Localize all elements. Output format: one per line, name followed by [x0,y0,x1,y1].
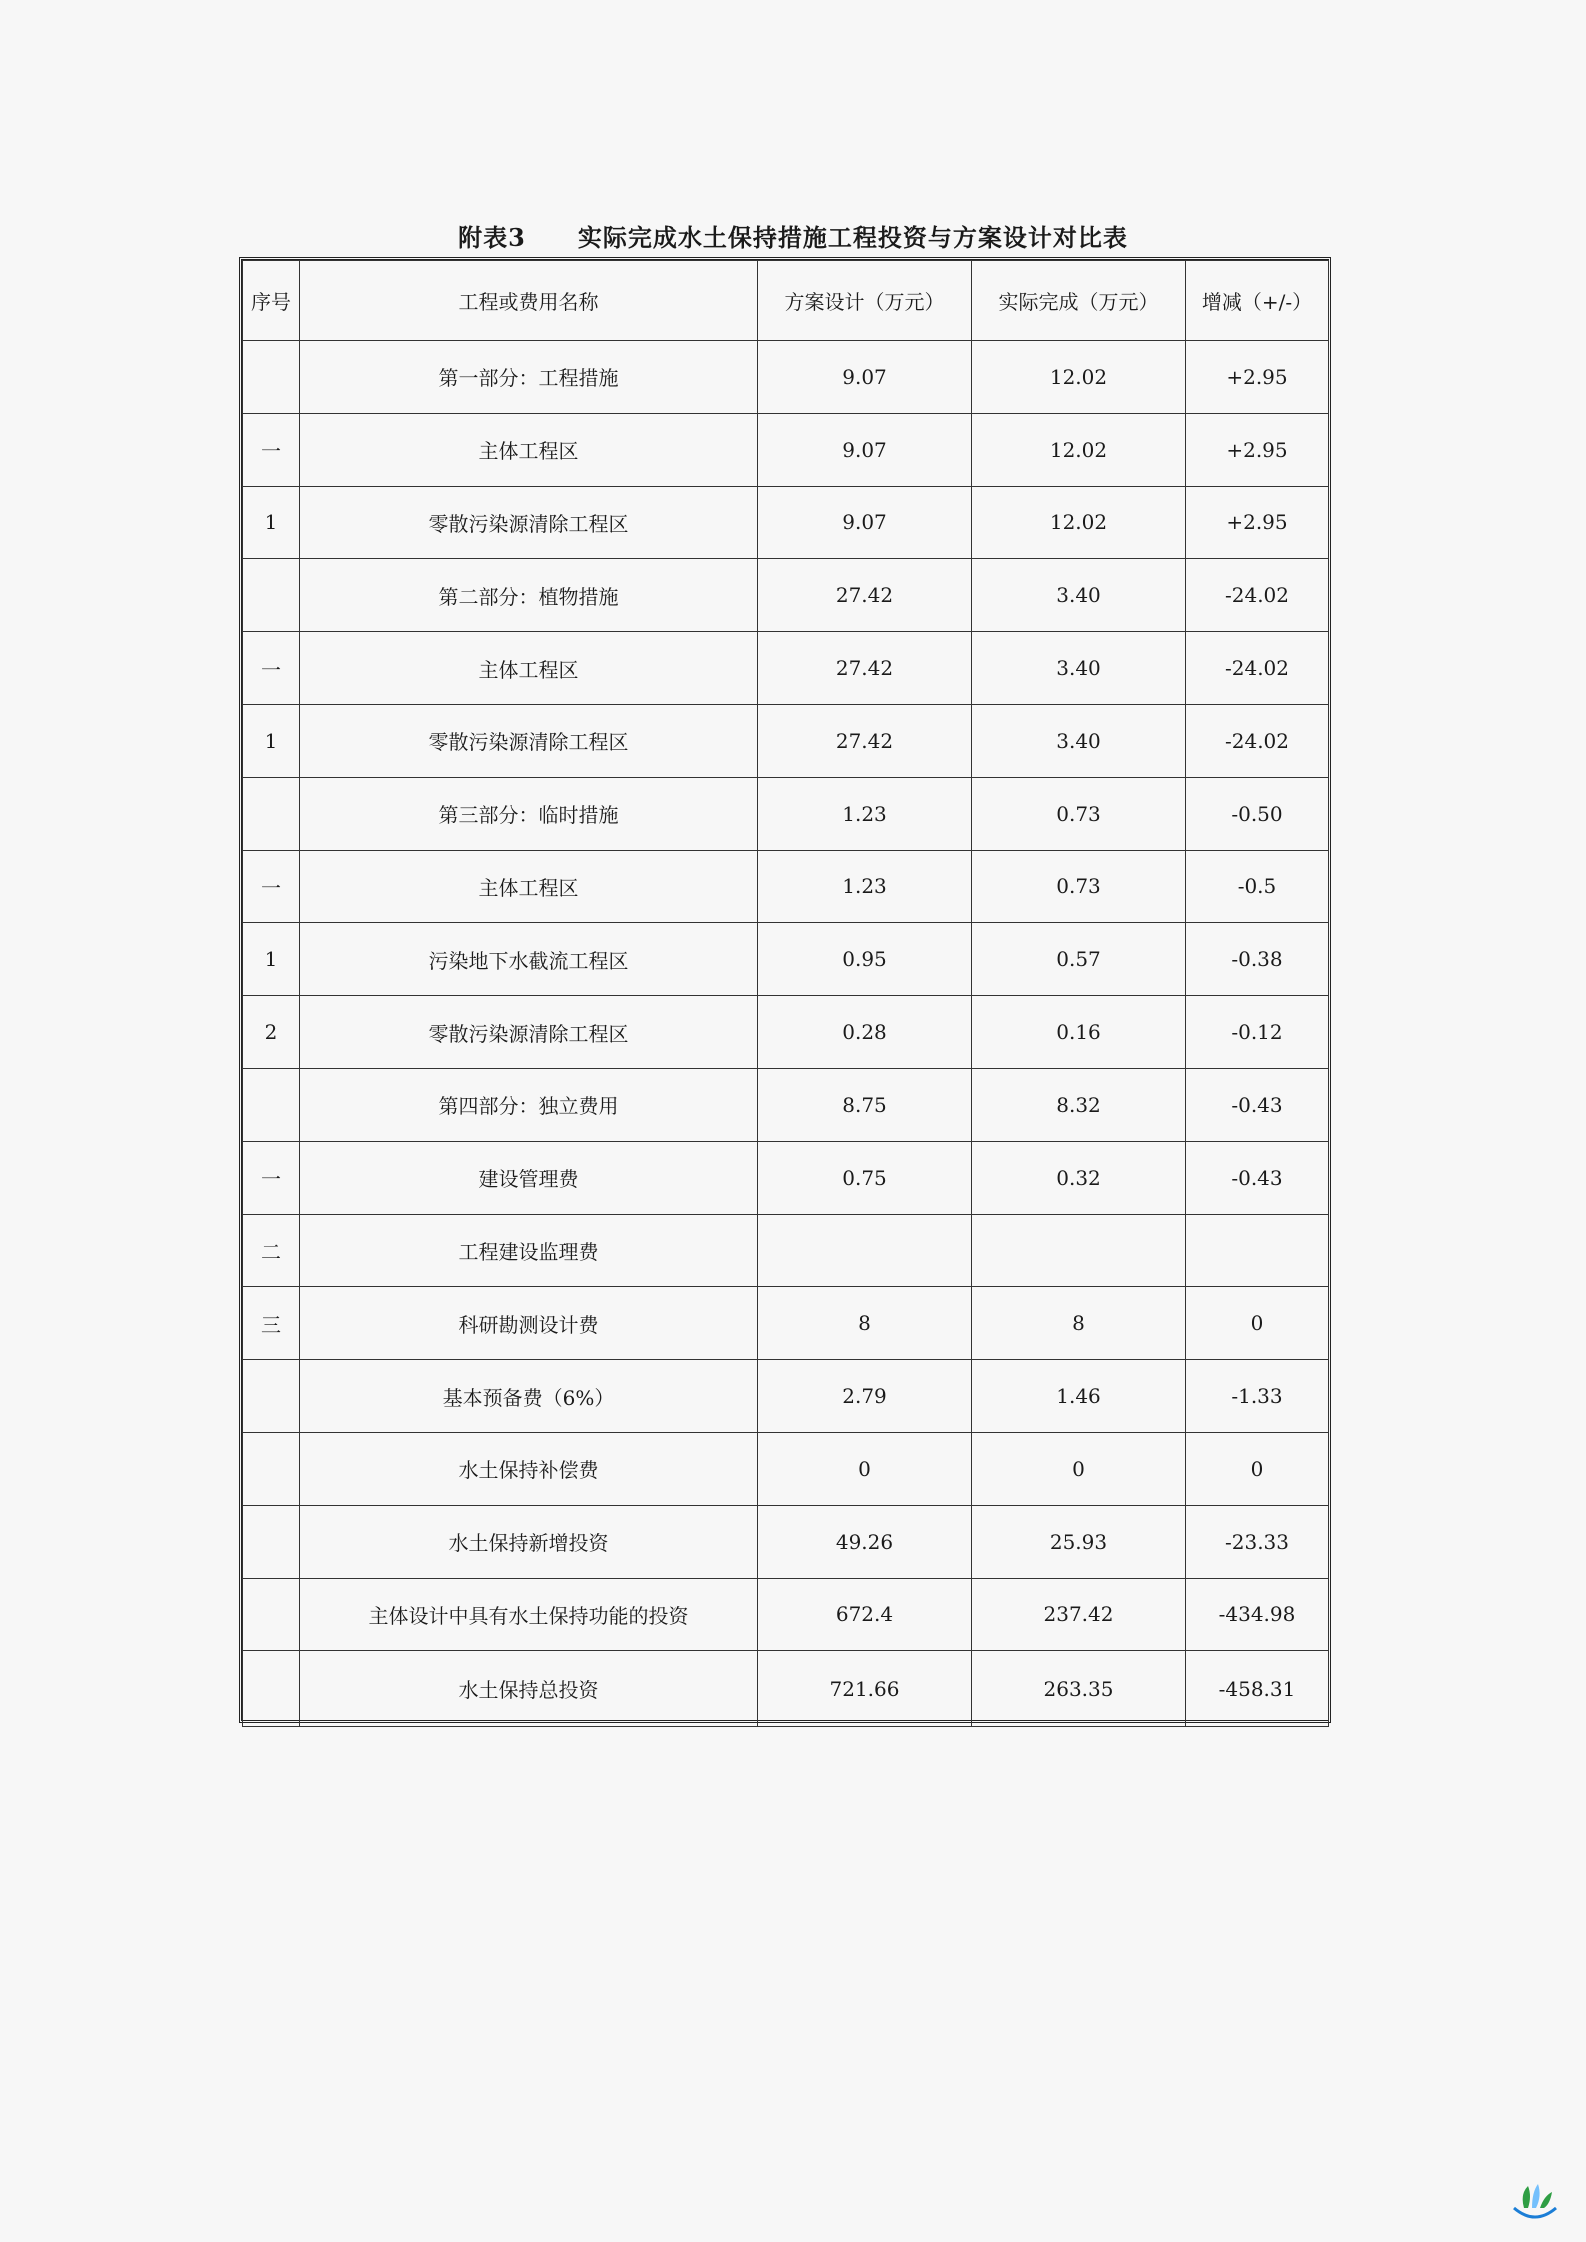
logo-leaf-right [1540,2192,1552,2208]
cell-actual: 3.40 [972,559,1186,632]
cell-plan: 2.79 [758,1360,972,1433]
table-row [243,1432,1329,1505]
cell-actual: 8 [972,1287,1186,1360]
logo-leaf-mid [1532,2184,1540,2208]
cell-seq: 1 [243,704,300,777]
cell-actual: 3.40 [972,632,1186,705]
table-row [243,1505,1329,1578]
cell-seq: 三 [243,1287,300,1360]
cell-name: 水土保持总投资 [300,1651,758,1727]
cell-name: 水土保持补偿费 [300,1432,758,1505]
table-row [243,1214,1329,1287]
cell-plan: 9.07 [758,341,972,414]
table-row [243,486,1329,559]
cell-seq [243,1360,300,1433]
cell-name: 零散污染源清除工程区 [300,486,758,559]
cell-seq: 一 [243,632,300,705]
cell-actual: 12.02 [972,413,1186,486]
comparison-table-frame [239,257,1331,1723]
cell-seq [243,777,300,850]
cell-plan: 9.07 [758,413,972,486]
cell-actual: 0.73 [972,850,1186,923]
cell-plan: 1.23 [758,777,972,850]
table-row [243,1287,1329,1360]
cell-name: 科研勘测设计费 [300,1287,758,1360]
table-row [243,996,1329,1069]
cell-name: 第二部分：植物措施 [300,559,758,632]
cell-diff: 0 [1186,1432,1329,1505]
cell-name: 第三部分：临时措施 [300,777,758,850]
table-title-text: 实际完成水土保持措施工程投资与方案设计对比表 [577,223,1128,252]
cell-plan: 721.66 [758,1651,972,1727]
cell-plan: 0.28 [758,996,972,1069]
logo-arc [1514,2208,1556,2217]
table-row [243,923,1329,996]
cell-name: 主体工程区 [300,413,758,486]
cell-actual: 0 [972,1432,1186,1505]
cell-plan: 1.23 [758,850,972,923]
cell-actual: 0.73 [972,777,1186,850]
cell-actual: 8.32 [972,1068,1186,1141]
header-plan: 方案设计（万元） [758,261,972,341]
table-row [243,632,1329,705]
cell-plan: 9.07 [758,486,972,559]
cell-name: 污染地下水截流工程区 [300,923,758,996]
cell-seq [243,559,300,632]
sprout-logo-icon [1510,2182,1560,2222]
table-row [243,704,1329,777]
cell-diff: -0.38 [1186,923,1329,996]
table-row [243,341,1329,414]
cell-diff: -0.5 [1186,850,1329,923]
cell-seq: 二 [243,1214,300,1287]
cell-name: 主体工程区 [300,850,758,923]
logo-leaf-left [1523,2186,1530,2208]
table-row [243,1578,1329,1651]
cell-diff [1186,1214,1329,1287]
cell-diff: -434.98 [1186,1578,1329,1651]
cell-name: 零散污染源清除工程区 [300,996,758,1069]
cell-actual: 25.93 [972,1505,1186,1578]
cell-plan: 27.42 [758,632,972,705]
cell-name: 建设管理费 [300,1141,758,1214]
cell-name: 第四部分：独立费用 [300,1068,758,1141]
cell-seq: 一 [243,1141,300,1214]
header-name: 工程或费用名称 [300,261,758,341]
header-seq: 序号 [243,261,300,341]
cell-diff: -0.43 [1186,1068,1329,1141]
cell-diff: -0.50 [1186,777,1329,850]
cell-seq [243,1432,300,1505]
cell-seq: 1 [243,923,300,996]
cell-diff: 0 [1186,1287,1329,1360]
cell-diff: -24.02 [1186,704,1329,777]
cell-diff: -0.12 [1186,996,1329,1069]
cell-actual: 0.32 [972,1141,1186,1214]
cell-diff: +2.95 [1186,341,1329,414]
table-row [243,559,1329,632]
cell-actual: 12.02 [972,341,1186,414]
investment-comparison-table [242,260,1329,1727]
cell-name: 基本预备费（6%） [300,1360,758,1433]
table-row [243,1360,1329,1433]
table-header-row [243,261,1329,341]
cell-name: 水土保持新增投资 [300,1505,758,1578]
cell-actual: 12.02 [972,486,1186,559]
cell-name: 工程建设监理费 [300,1214,758,1287]
cell-seq [243,1578,300,1651]
cell-plan: 27.42 [758,559,972,632]
cell-seq [243,1068,300,1141]
table-row [243,413,1329,486]
header-diff: 增减（+/-） [1186,261,1329,341]
cell-diff: +2.95 [1186,486,1329,559]
table-row [243,850,1329,923]
cell-name: 第一部分：工程措施 [300,341,758,414]
cell-actual: 263.35 [972,1651,1186,1727]
table-row [243,777,1329,850]
cell-name: 零散污染源清除工程区 [300,704,758,777]
cell-seq [243,341,300,414]
cell-seq: 2 [243,996,300,1069]
cell-diff: -24.02 [1186,559,1329,632]
cell-seq: 1 [243,486,300,559]
cell-diff: -0.43 [1186,1141,1329,1214]
table-row [243,1651,1329,1727]
page-title [0,218,1586,253]
cell-plan: 27.42 [758,704,972,777]
cell-diff: -458.31 [1186,1651,1329,1727]
table-row [243,1068,1329,1141]
cell-actual: 0.16 [972,996,1186,1069]
cell-diff: -24.02 [1186,632,1329,705]
cell-seq: 一 [243,413,300,486]
cell-name: 主体工程区 [300,632,758,705]
cell-plan: 49.26 [758,1505,972,1578]
table-number-label: 附表3 [458,223,526,252]
cell-actual: 3.40 [972,704,1186,777]
cell-actual: 1.46 [972,1360,1186,1433]
cell-plan: 0.75 [758,1141,972,1214]
cell-actual: 237.42 [972,1578,1186,1651]
cell-plan: 672.4 [758,1578,972,1651]
cell-diff: -23.33 [1186,1505,1329,1578]
cell-actual [972,1214,1186,1287]
table-row [243,1141,1329,1214]
cell-plan: 0 [758,1432,972,1505]
cell-plan: 8.75 [758,1068,972,1141]
cell-actual: 0.57 [972,923,1186,996]
cell-plan [758,1214,972,1287]
table-body [243,341,1329,1727]
cell-seq [243,1651,300,1727]
cell-seq [243,1505,300,1578]
cell-plan: 0.95 [758,923,972,996]
cell-seq: 一 [243,850,300,923]
cell-diff: -1.33 [1186,1360,1329,1433]
cell-name: 主体设计中具有水土保持功能的投资 [300,1578,758,1651]
cell-diff: +2.95 [1186,413,1329,486]
cell-plan: 8 [758,1287,972,1360]
header-actual: 实际完成（万元） [972,261,1186,341]
